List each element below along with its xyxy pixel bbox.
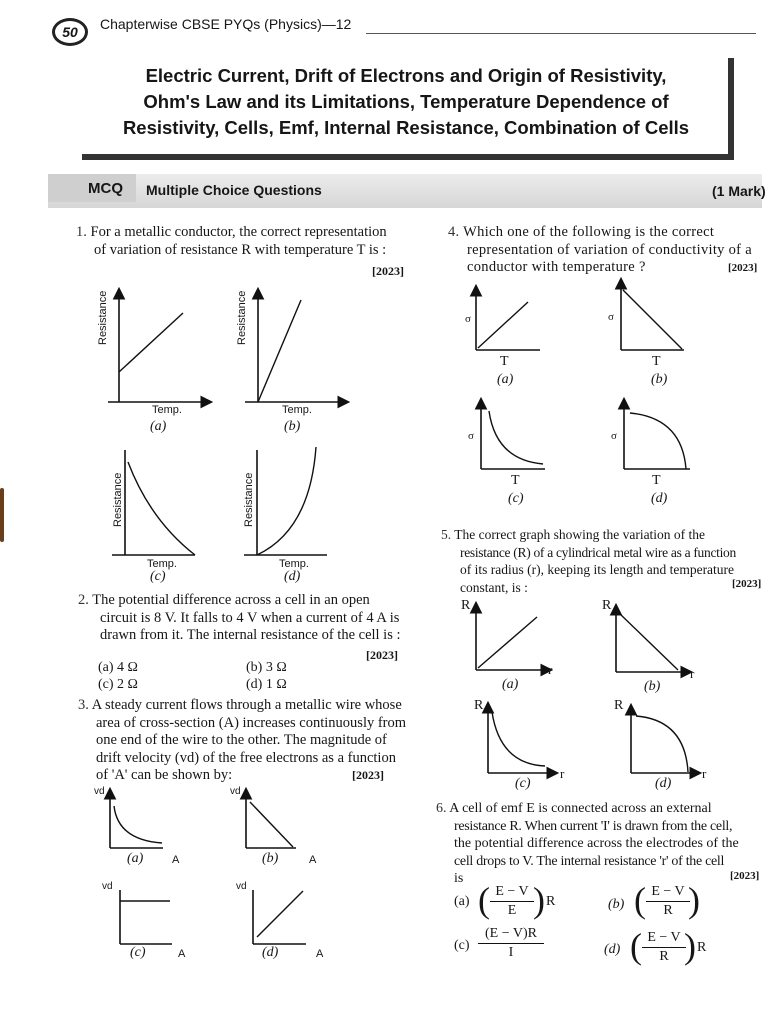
option-d-suffix: R — [697, 940, 707, 955]
axis-label-y: σ — [468, 430, 474, 442]
paren-left: ( — [634, 880, 646, 920]
graph-caption: (a) — [497, 372, 514, 387]
running-title: Chapterwise CBSE PYQs (Physics)—12 — [100, 16, 352, 32]
year-tag: [2023] — [366, 648, 398, 662]
question-text-line: of variation of resistance R with temperature T is : — [94, 241, 387, 258]
question-text-line: circuit is 8 V. It falls to 4 V when a current of 4 A is — [100, 609, 400, 626]
graph-caption: (d) — [651, 491, 668, 506]
fraction-numerator: E − V — [495, 884, 529, 899]
graph-caption: (b) — [284, 419, 301, 434]
graph-curve — [478, 617, 537, 668]
axis-label-x: Temp. — [279, 558, 309, 570]
question-number: 6. — [436, 801, 447, 816]
axis-label-y: Resistance — [97, 290, 109, 345]
graph-caption: (b) — [262, 851, 279, 866]
question-text-line: drift velocity (vd) of the free electrons as a function — [96, 749, 396, 766]
fraction-numerator: E − V — [651, 884, 685, 899]
axis-label-y: σ — [465, 313, 471, 325]
section-title: Multiple Choice Questions — [146, 182, 322, 198]
question-text-line: The potential difference across a cell in an open — [92, 592, 370, 608]
fraction-denominator: E — [507, 903, 517, 918]
chapter-title-line: Electric Current, Drift of Electrons and Origin of Resistivity, — [145, 65, 667, 86]
question-text-line: Which one of the following is the correct — [463, 224, 715, 240]
year-tag: [2023] — [352, 768, 384, 782]
question-number: 3. — [78, 697, 89, 713]
section-marks: (1 Mark) — [712, 183, 766, 199]
axis-label-x: r — [548, 662, 553, 677]
question-text-line: conductor with temperature ? — [467, 259, 646, 275]
fraction-numerator: E − V — [647, 930, 681, 945]
axis-label-y: σ — [611, 430, 617, 442]
axis-label-y: vd — [236, 881, 247, 892]
axis-label-y: σ — [608, 311, 614, 323]
axis-label-y: Resistance — [112, 472, 124, 527]
graph-caption: (c) — [515, 776, 531, 791]
option-b: (b) 3 Ω — [246, 660, 287, 675]
option-a-label: (a) — [454, 894, 470, 909]
question-text-line: is — [454, 871, 464, 886]
question-text-line: one end of the wire to the other. The magnitude of — [96, 732, 387, 748]
graph-curve — [619, 613, 678, 670]
year-tag: [2023] — [728, 262, 758, 274]
axis-label-y: Resistance — [243, 472, 255, 527]
question-text-line: A steady current flows through a metallic wire whose — [91, 697, 402, 713]
year-tag: [2023] — [730, 870, 760, 882]
graph-caption: (a) — [502, 677, 519, 692]
axis-label-y: vd — [94, 786, 105, 797]
axis-label-x: Temp. — [152, 404, 182, 416]
fraction-bar — [490, 901, 534, 902]
question-6 — [436, 800, 766, 888]
axis-label-x: r — [702, 766, 707, 781]
question-text-line: The correct graph showing the variation of the — [454, 527, 706, 542]
fraction-numerator: (E − V)R — [485, 926, 537, 941]
graph-curve — [636, 716, 688, 772]
question-number: 4. — [448, 224, 460, 240]
axis-label-x: A — [309, 854, 317, 866]
year-tag: [2023] — [372, 264, 404, 278]
axis-label-y: R — [474, 698, 484, 713]
fraction-bar — [478, 943, 544, 944]
fraction-denominator: R — [659, 949, 669, 964]
year-tag: [2023] — [732, 578, 762, 590]
graph-curve — [492, 712, 545, 766]
axis-label-x: T — [652, 354, 661, 369]
axis-label-y: R — [461, 598, 471, 613]
axis-label-x: r — [560, 766, 565, 781]
question-text-line: A cell of emf E is connected across an external — [449, 801, 712, 816]
axis-label-x: r — [690, 666, 695, 681]
question-text-line: For a metallic conductor, the correct representation — [90, 224, 387, 240]
graph-caption: (a) — [127, 851, 144, 866]
axis-label-x: T — [511, 473, 520, 488]
option-b-label: (b) — [608, 897, 625, 912]
graph-caption: (b) — [651, 372, 668, 387]
question-text-line: cell drops to V. The internal resistance 'r' of the cell — [454, 853, 725, 869]
option-a-suffix: R — [546, 894, 556, 909]
question-text-line: representation of variation of conductivity of a — [467, 241, 752, 258]
graph-caption: (d) — [262, 945, 279, 960]
fraction-denominator: R — [663, 903, 673, 918]
question-text-line: the potential difference across the electrodes of the — [454, 836, 739, 851]
paren-right: ) — [684, 926, 696, 966]
axis-label-x: A — [172, 854, 180, 866]
option-a-fraction — [490, 884, 534, 919]
option-d: (d) 1 Ω — [246, 677, 287, 692]
graph-caption: (d) — [655, 776, 672, 791]
question-text-line: drawn from it. The internal resistance of the cell is : — [100, 627, 401, 643]
graph-caption: (d) — [284, 569, 301, 584]
option-b-fraction — [646, 884, 690, 919]
graph-caption: (c) — [508, 491, 524, 506]
graph-caption: (c) — [150, 569, 166, 584]
question-text-line: resistance R. When current 'I' is drawn from the cell, — [454, 818, 733, 834]
graph-caption: (c) — [130, 945, 146, 960]
question-number: 5. — [441, 527, 452, 542]
axis-label-x: A — [178, 948, 186, 960]
axis-label-x: T — [652, 473, 661, 488]
axis-label-x: Temp. — [282, 404, 312, 416]
axis-label-y: vd — [230, 786, 241, 797]
paren-right: ) — [533, 880, 545, 920]
axis-label-x: A — [316, 948, 324, 960]
option-d-fraction — [642, 930, 686, 965]
axis-label-x: T — [500, 354, 509, 369]
question-number: 2. — [78, 592, 89, 608]
question-text-line: constant, is : — [460, 579, 528, 595]
chapter-title-line: Ohm's Law and its Limitations, Temperature Dependence of — [143, 91, 669, 112]
fraction-denominator: I — [508, 945, 514, 960]
axis-label-y: Resistance — [236, 290, 248, 345]
option-c-fraction — [478, 926, 544, 961]
question-text-line: of 'A' can be shown by: — [96, 767, 233, 783]
paren-right: ) — [688, 880, 700, 920]
axis-label-y: R — [602, 598, 612, 613]
graph-caption: (b) — [644, 679, 661, 694]
option-c: (c) 2 Ω — [98, 677, 138, 692]
option-c-label: (c) — [454, 938, 470, 953]
paren-left: ( — [478, 880, 490, 920]
section-label: MCQ — [88, 180, 123, 197]
question-text-line: of its radius (r), keeping its length and temperature — [460, 562, 735, 577]
fraction-bar — [646, 901, 690, 902]
question-text-line: resistance (R) of a cylindrical metal wire as a function — [460, 544, 736, 560]
chapter-title-line: Resistivity, Cells, Emf, Internal Resistance, Combination of Cells — [122, 117, 690, 138]
question-text-line: area of cross-section (A) increases continuously from — [96, 714, 407, 731]
question-number: 1. — [76, 224, 87, 240]
paren-left: ( — [630, 926, 642, 966]
page-number: 50 — [52, 18, 88, 46]
axis-label-x: Temp. — [147, 558, 177, 570]
fraction-bar — [642, 947, 686, 948]
option-d-label: (d) — [604, 942, 621, 957]
axis-label-y: R — [614, 698, 624, 713]
graph-caption: (a) — [150, 419, 167, 434]
axis-label-y: vd — [102, 881, 113, 892]
option-a: (a) 4 Ω — [98, 660, 138, 675]
